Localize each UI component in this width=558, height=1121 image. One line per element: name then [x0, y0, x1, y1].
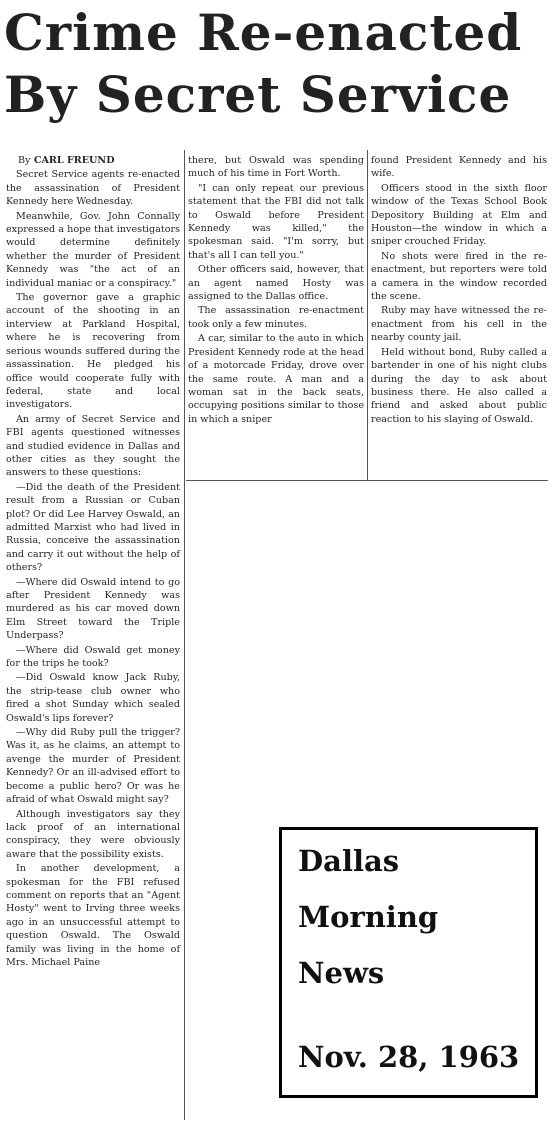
byline: By CARL FREUND [18, 155, 115, 166]
paragraph: Secret Service agents re-enacted the assassination of President Kennedy here Wednesday. [6, 169, 180, 208]
paragraph: A car, similar to the auto in which President Kennedy rode at the head of a motorcade Friday, drove over the same route. A man and a woman sat in the back seats, occupying positions similar to those in which a sniper [188, 333, 364, 425]
paragraph: there, but Oswald was spending much of his time in Fort Worth. [188, 155, 364, 180]
article-column-3 [371, 154, 547, 427]
paragraph: —Where did Oswald get money for the trips he took? [6, 644, 180, 670]
paragraph: —Why did Ruby pull the trigger? Was it, as he claims, an attempt to avenge the murder of President Kennedy? Or an ill-advised effort to become a public hero? Or was he afraid of what Oswald might say? [6, 727, 180, 806]
paragraph: "I can only repeat our previous statement that the FBI did not talk to Oswald before President Kennedy was killed," the spokesman said. "I'm sorry, but that's all I can tell you." [188, 182, 364, 261]
paragraph: Other officers said, however, that an agent named Hosty was assigned to the Dallas office. [188, 264, 364, 303]
paragraph: —Where did Oswald intend to go after President Kennedy was murdered as his car moved down Elm Street toward the Triple Underpass? [6, 576, 180, 642]
paragraph: The governor gave a graphic account of the shooting in an interview at Parkland Hospital, where he is recovering from serious wounds suffered during the assassination. He pledged his office would cooperate fully with federal, state and local investigators. [6, 292, 180, 411]
paragraph: The assassination re-enactment took only a few minutes. [188, 305, 364, 330]
source-label-box [279, 827, 538, 1098]
paragraph: An army of Secret Service and FBI agents questioned witnesses and studied evidence in Dallas and other cities as they sought the answers to these questions: [6, 413, 180, 479]
column-rule-1 [184, 150, 185, 1120]
paragraph: Held without bond, Ruby called a bartender in one of his night clubs during the day to ask about business there. He also called a friend and asked about public reaction to his slaying of Oswald. [371, 346, 547, 425]
paragraph: —Did Oswald know Jack Ruby, the strip-tease club owner who fired a shot Sunday which sealed Oswald's lips forever? [6, 672, 180, 724]
paragraph: —Did the death of the President result from a Russian or Cuban plot? Or did Lee Harvey Oswald, an admitted Marxist who had lived in Russia, conceive the assassination and carry it out without the help of others? [6, 481, 180, 574]
source-name-line-3: News [298, 956, 385, 990]
source-name-line-2: Morning [298, 900, 439, 934]
paragraph: Although investigators say they lack proof of an international conspiracy, they were obviously aware that the possibility exists. [6, 808, 180, 860]
paragraph: found President Kennedy and his wife. [371, 155, 547, 180]
paragraph: Meanwhile, Gov. John Connally expressed a hope that investigators would determine definitely whether the murder of President Kennedy was "the act of an individual maniac or a conspiracy." [6, 210, 180, 289]
paragraph: Officers stood in the sixth floor window of the Texas School Book Depository Building at Elm and Houston—the window in which a sniper crouched Friday. [371, 182, 547, 248]
story-end-rule [186, 480, 548, 481]
article-column-1 [6, 154, 180, 970]
source-name-line-1: Dallas [298, 844, 400, 878]
byline-author: CARL FREUND [33, 155, 115, 166]
paragraph: In another development, a spokesman for the FBI refused comment on reports that an "Agent Hosty" went to Irving three weeks ago in an unsuccessful attempt to question Oswald. The Oswald family was living in the home of Mrs. Michael Paine [6, 863, 180, 968]
paragraph: No shots were fired in the re-enactment, but reporters were told a camera in the window recorded the scene. [371, 250, 547, 303]
headline-line-2: By Secret Service [4, 65, 512, 124]
article-column-2 [188, 154, 364, 427]
publication-date: Nov. 28, 1963 [298, 1040, 520, 1074]
paragraph: Ruby may have witnessed the re-enactment from his cell in the nearby county jail. [371, 305, 547, 344]
headline-line-1: Crime Re-enacted [4, 3, 523, 62]
column-rule-2 [367, 150, 368, 480]
headline [4, 2, 552, 126]
